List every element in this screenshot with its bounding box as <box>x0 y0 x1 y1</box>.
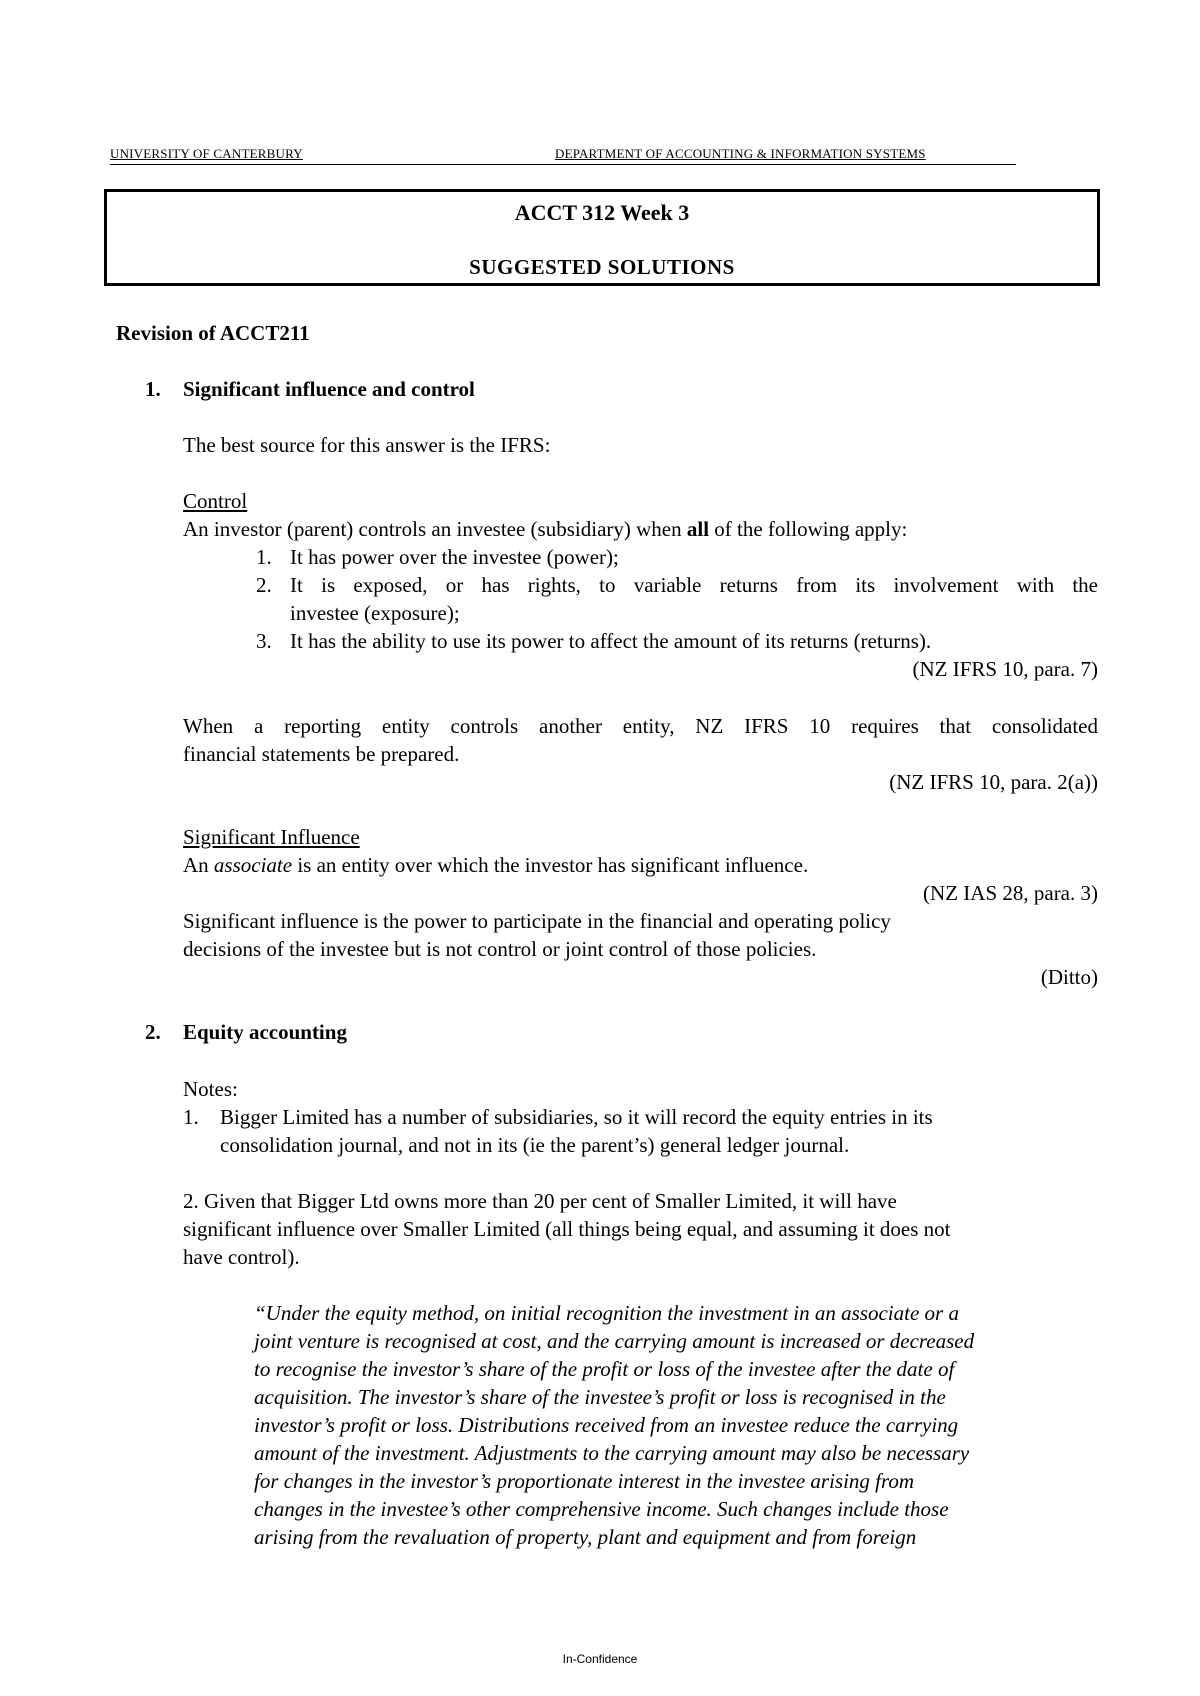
note-2-line-2: significant influence over Smaller Limited (all things being equal, and assuming it does not <box>183 1217 951 1241</box>
note-2-line-1: 2. Given that Bigger Ltd owns more than 20 per cent of Smaller Limited, it will have <box>183 1189 897 1213</box>
control-list-item-2-cont: investee (exposure); <box>290 601 460 625</box>
section-2-heading: Equity accounting <box>183 1020 347 1044</box>
document-title: SUGGESTED SOLUTIONS <box>469 255 735 279</box>
quote-line: investor’s profit or loss. Distributions received from an investee reduce the carrying <box>254 1413 959 1437</box>
page-header <box>110 146 1016 165</box>
control-list-num-1: 1. <box>256 545 272 569</box>
control-list-num-3: 3. <box>256 629 272 653</box>
quote-line: acquisition. The investor’s share of the investee’s profit or loss is recognised in the <box>254 1385 946 1409</box>
control-list-num-2: 2. <box>256 573 272 597</box>
control-definition: An investor (parent) controls an investee (subsidiary) when all of the following apply: <box>183 517 908 541</box>
quote-line: joint venture is recognised at cost, and the carrying amount is increased or decreased <box>254 1329 975 1353</box>
header-department: DEPARTMENT OF ACCOUNTING & INFORMATION SYSTEMS <box>555 146 926 161</box>
control-list-item-3: It has the ability to use its power to affect the amount of its returns (returns). <box>290 629 932 653</box>
quote-line: amount of the investment. Adjustments to the carrying amount may also be necessary <box>254 1441 970 1465</box>
quote-line: arising from the revaluation of property, plant and equipment and from foreign <box>254 1525 917 1549</box>
quote-line: for changes in the investor’s proportionate interest in the investee arising from <box>254 1469 915 1493</box>
course-title: ACCT 312 Week 3 <box>514 200 690 225</box>
reference-ias28-para3: (NZ IAS 28, para. 3) <box>923 881 1098 905</box>
significant-influence-heading: Significant Influence <box>183 825 360 849</box>
reference-ifrs10-para7: (NZ IFRS 10, para. 7) <box>912 657 1098 681</box>
notes-label: Notes: <box>183 1077 238 1101</box>
associate-definition: An associate is an entity over which the investor has significant influence. <box>183 853 809 877</box>
note-2-line-3: have control). <box>183 1245 300 1269</box>
control-list-item-2: It is exposed, or has rights, to variable returns from its involvement with the <box>290 573 1098 597</box>
control-list-item-1: It has power over the investee (power); <box>290 545 619 569</box>
note-1-number: 1. <box>183 1105 199 1129</box>
note-1-line-1: Bigger Limited has a number of subsidiaries, so it will record the equity entries in its <box>220 1105 933 1129</box>
consolidation-text-line-2: financial statements be prepared. <box>183 742 460 766</box>
quote-line: “Under the equity method, on initial recognition the investment in an associate or a <box>254 1301 959 1325</box>
footer-classification: In-Confidence <box>562 1652 638 1666</box>
quote-line: changes in the investee’s other comprehensive income. Such changes include those <box>254 1497 949 1521</box>
significant-influence-line-2: decisions of the investee but is not control or joint control of those policies. <box>183 937 817 961</box>
reference-ifrs10-para2a: (NZ IFRS 10, para. 2(a)) <box>889 770 1098 794</box>
quote-line: to recognise the investor’s share of the profit or loss of the investee after the date of <box>254 1357 955 1381</box>
significant-influence-line-1: Significant influence is the power to participate in the financial and operating policy <box>183 909 891 933</box>
section-1-heading: Significant influence and control <box>183 377 475 401</box>
section-1-number: 1. <box>145 377 161 401</box>
note-1-line-2: consolidation journal, and not in its (ie the parent’s) general ledger journal. <box>220 1133 850 1157</box>
revision-heading: Revision of ACCT211 <box>116 321 310 345</box>
section-2-number: 2. <box>145 1020 161 1044</box>
header-university: UNIVERSITY OF CANTERBURY <box>110 146 303 161</box>
section-1-intro: The best source for this answer is the IFRS: <box>183 433 551 457</box>
control-heading: Control <box>183 489 248 513</box>
reference-ditto: (Ditto) <box>1040 965 1098 989</box>
title-box <box>104 189 1100 286</box>
consolidation-text-line-1: When a reporting entity controls another entity, NZ IFRS 10 requires that consolidated <box>183 714 1098 738</box>
